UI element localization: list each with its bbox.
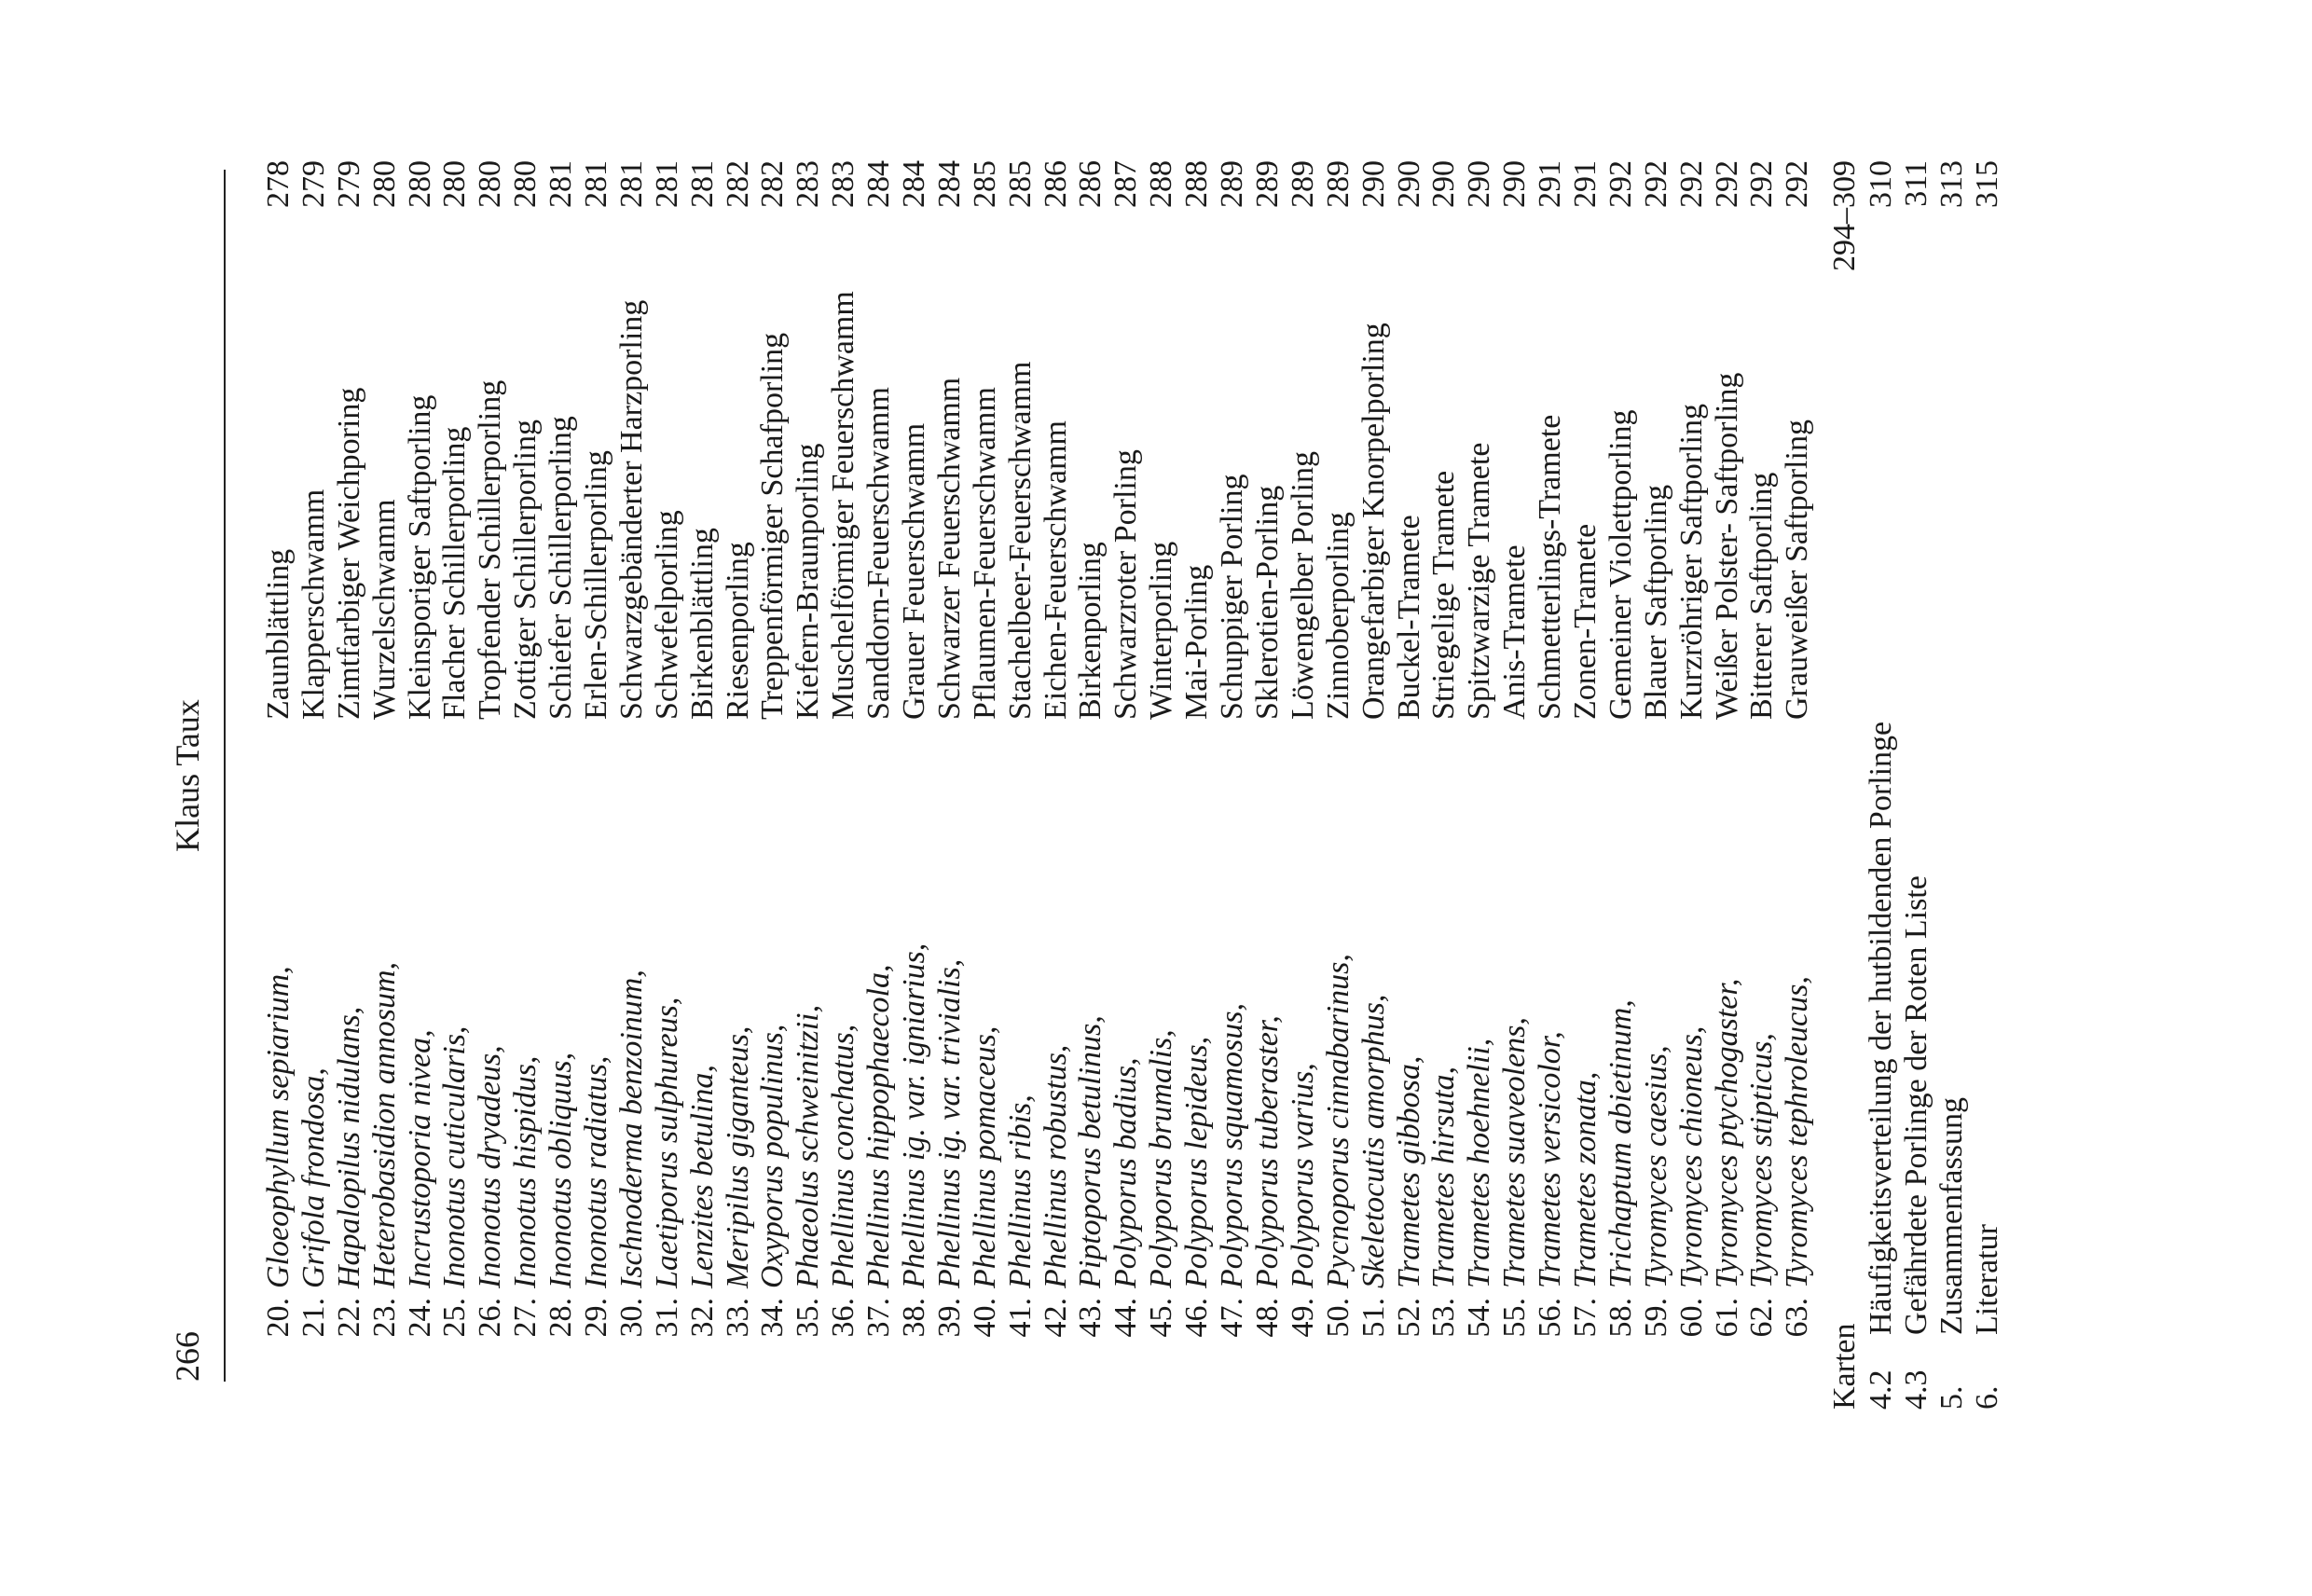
page-reference: 284 <box>897 160 932 208</box>
toc-species-row <box>1426 160 1462 1363</box>
species-number: 36. <box>826 1298 861 1338</box>
page-reference: 285 <box>1002 160 1038 208</box>
german-name: Striegelige Tramete <box>1426 470 1462 720</box>
page-reference: 288 <box>1179 160 1215 208</box>
scientific-name: Tyromyces ptychogaster, <box>1709 978 1744 1288</box>
german-name: Zottiger Schillerporling <box>508 420 544 720</box>
scientific-name: Incrustoporia nivea, <box>402 1029 437 1288</box>
toc-species-row <box>1250 160 1286 1363</box>
toc-species-row <box>826 160 861 1363</box>
scientific-name: Trametes hirsuta, <box>1426 1066 1462 1288</box>
page-reference: 285 <box>967 160 1002 208</box>
scientific-name: Tyromyces chioneus, <box>1673 1025 1709 1288</box>
section-number: 6. <box>1969 1385 2004 1410</box>
german-name: Wurzelschwamm <box>366 499 402 720</box>
toc-species-row <box>1073 160 1108 1363</box>
german-name: Schwarzroter Porling <box>1108 449 1144 720</box>
scientific-name: Trametes versicolor, <box>1533 1031 1568 1288</box>
scientific-name: Tyromyces caesius, <box>1638 1045 1673 1288</box>
page-reference: 281 <box>579 160 614 208</box>
german-name: Schiefer Schillerporling <box>544 416 579 720</box>
species-number: 46. <box>1179 1298 1215 1338</box>
section-title: Gefährdete Porlinge der Roten Liste <box>1899 875 1934 1335</box>
page-reference: 286 <box>1073 160 1108 208</box>
page-reference: 290 <box>1426 160 1462 208</box>
toc-species-row <box>897 160 932 1363</box>
scientific-name: Tyromyces stipticus, <box>1744 1033 1780 1288</box>
toc-species-row <box>1356 160 1392 1363</box>
german-name: Schwarzgebänderter Harzporling <box>613 299 649 720</box>
scientific-name: Tyromyces tephroleucus, <box>1780 976 1815 1288</box>
scientific-name: Phellinus pomaceus, <box>967 1025 1002 1288</box>
page-reference: 281 <box>544 160 579 208</box>
page-reference: 284 <box>931 160 967 208</box>
page-reference: 280 <box>437 160 473 208</box>
species-number: 61. <box>1709 1298 1744 1338</box>
scientific-name: Trametes hoehnelii, <box>1462 1038 1497 1288</box>
section-number: 5. <box>1934 1385 1969 1410</box>
german-name: Treppenförmiger Schafporling <box>755 332 791 720</box>
page-reference: 286 <box>1038 160 1073 208</box>
page-number: 266 <box>169 1331 206 1382</box>
page-reference: 291 <box>1533 160 1568 208</box>
scientific-name: Ischnoderma benzoinum, <box>613 970 649 1288</box>
german-name: Schmetterlings-Tramete <box>1533 414 1568 720</box>
toc-species-row <box>968 160 1003 1363</box>
scientific-name: Lenzites betulina, <box>684 1065 720 1288</box>
species-number: 55. <box>1497 1298 1533 1338</box>
page-reference: 287 <box>1108 160 1144 208</box>
species-number: 43. <box>1073 1298 1108 1338</box>
scientific-name: Trichaptum abietinum, <box>1603 999 1638 1288</box>
scientific-name: Polyporus badius, <box>1108 1057 1144 1288</box>
page-reference: 311 <box>1899 160 1934 207</box>
german-name: Winterporling <box>1144 541 1179 720</box>
scientific-name: Polyporus lepideus, <box>1179 1036 1215 1288</box>
toc-species-row <box>1392 160 1427 1363</box>
species-number: 47. <box>1215 1298 1250 1338</box>
species-number: 48. <box>1249 1298 1285 1338</box>
page-reference: 281 <box>649 160 684 208</box>
toc-species-row <box>1710 160 1745 1363</box>
page-reference: 281 <box>613 160 649 208</box>
section-title: Häufigkeitsverteilung der hutbildenden Porlinge <box>1864 721 1899 1335</box>
page-reference: 289 <box>1249 160 1285 208</box>
species-number: 42. <box>1038 1298 1073 1338</box>
page-reference: 292 <box>1780 160 1815 208</box>
german-name: Weißer Polster- Saftporling <box>1709 372 1744 720</box>
maps-page-range: 294–309 <box>1827 160 1863 271</box>
section-title: Zusammenfassung <box>1934 1097 1969 1335</box>
page-reference: 292 <box>1603 160 1638 208</box>
german-name: Gemeiner Violettporling <box>1603 409 1638 720</box>
page-reference: 292 <box>1673 160 1709 208</box>
page-reference: 290 <box>1391 160 1426 208</box>
page-reference: 290 <box>1462 160 1497 208</box>
toc-species-row <box>1674 160 1710 1363</box>
toc-species-row <box>473 160 508 1363</box>
species-number: 63. <box>1780 1298 1815 1338</box>
section-number: 4.2 <box>1864 1369 1899 1410</box>
toc-species-row <box>1321 160 1356 1363</box>
page-reference: 279 <box>296 160 331 208</box>
german-name: Blauer Saftporling <box>1638 484 1673 720</box>
species-number: 37. <box>861 1298 897 1338</box>
section-list <box>1864 160 2005 1410</box>
page-reference: 280 <box>473 160 508 208</box>
toc-species-row <box>1179 160 1215 1363</box>
species-number: 53. <box>1426 1298 1462 1338</box>
page-reference: 283 <box>826 160 861 208</box>
species-number: 58. <box>1603 1298 1638 1338</box>
page-reference: 280 <box>402 160 437 208</box>
page-reference: 288 <box>1144 160 1179 208</box>
scientific-name: Inonotus radiatus, <box>579 1055 614 1288</box>
toc-section-row <box>1899 160 1934 1410</box>
species-number: 35. <box>791 1298 826 1338</box>
german-name: Riesenporling <box>720 542 755 720</box>
species-number: 31. <box>649 1298 684 1338</box>
toc-section-row <box>1864 160 1899 1410</box>
scientific-name: Trametes zonata, <box>1567 1071 1603 1288</box>
scientific-name: Polyporus brumalis, <box>1144 1029 1179 1288</box>
species-number: 25. <box>437 1298 473 1338</box>
toc-species-row <box>1286 160 1321 1363</box>
page-reference: 282 <box>755 160 791 208</box>
toc-species-row <box>1462 160 1497 1363</box>
running-title: Klaus Taux <box>169 699 206 852</box>
toc-species-row <box>1039 160 1074 1363</box>
german-name: Tropfender Schillerporling <box>473 379 508 720</box>
page-reference: 279 <box>331 160 366 208</box>
german-name: Birkenblättling <box>684 528 720 720</box>
species-number: 27. <box>508 1298 544 1338</box>
toc-species-row <box>1780 160 1815 1363</box>
toc-species-row <box>650 160 685 1363</box>
german-name: Sanddorn-Feuerschwamm <box>861 387 897 720</box>
toc-species-row <box>1603 160 1639 1363</box>
german-name: Bitterer Saftporling <box>1744 472 1780 720</box>
german-name: Kiefern-Braunporling <box>791 443 826 720</box>
species-number: 23. <box>366 1298 402 1338</box>
scientific-name: Trametes suaveolens, <box>1497 1017 1533 1288</box>
scientific-name: Inonotus cuticularis, <box>437 1025 473 1288</box>
species-number: 38. <box>897 1298 932 1338</box>
german-name: Löwengelber Porling <box>1285 451 1320 720</box>
toc-species-row <box>1568 160 1603 1363</box>
toc-species-row <box>1639 160 1674 1363</box>
species-number: 33. <box>720 1298 755 1338</box>
toc-species-row <box>579 160 614 1363</box>
scientific-name: Phellinus hippophaecola, <box>861 964 897 1288</box>
maps-label: Karten <box>1827 1323 1863 1410</box>
toc-species-row <box>932 160 968 1363</box>
page-header <box>158 170 226 1382</box>
page-reference: 280 <box>366 160 402 208</box>
scientific-name: Polyporus squamosus, <box>1215 1002 1250 1288</box>
page-reference: 289 <box>1320 160 1356 208</box>
scientific-name: Inonotus dryadeus, <box>473 1045 508 1288</box>
toc-species-row <box>332 160 367 1363</box>
page-reference: 282 <box>720 160 755 208</box>
scientific-name: Polyporus tuberaster, <box>1249 1015 1285 1288</box>
german-name: Schuppiger Porling <box>1215 474 1250 720</box>
german-name: Birkenporling <box>1073 542 1108 720</box>
page-reference: 291 <box>1567 160 1603 208</box>
page-reference: 313 <box>1934 160 1969 208</box>
scientific-name: Hapalopilus nidulans, <box>331 1006 366 1288</box>
page-reference: 289 <box>1215 160 1250 208</box>
species-number: 44. <box>1108 1298 1144 1338</box>
toc-section-row <box>1934 160 1970 1410</box>
toc-species-row <box>791 160 826 1363</box>
page-reference: 292 <box>1709 160 1744 208</box>
toc-species-row <box>1744 160 1780 1363</box>
species-list <box>261 160 1815 1363</box>
toc-species-row <box>1215 160 1250 1363</box>
toc-section-row <box>1969 160 2005 1410</box>
scientific-name: Phellinus ribis, <box>1002 1094 1038 1288</box>
german-name: Schwarzer Feuerschwamm <box>931 377 967 720</box>
toc-species-row <box>614 160 650 1363</box>
scientific-name: Polyporus varius, <box>1285 1063 1320 1288</box>
species-number: 50. <box>1320 1298 1356 1338</box>
scientific-name: Grifola frondosa, <box>296 1067 331 1288</box>
section-number: 4.3 <box>1899 1369 1934 1410</box>
german-name: Sklerotien-Porling <box>1249 485 1285 720</box>
toc-species-row <box>1497 160 1533 1363</box>
species-number: 26. <box>473 1298 508 1338</box>
german-name: Grauweißer Saftporling <box>1780 420 1815 720</box>
page-reference: 290 <box>1356 160 1391 208</box>
german-name: Schwefelporling <box>649 510 684 720</box>
scientific-name: Laetiporus sulphureus, <box>649 997 684 1288</box>
page-reference: 310 <box>1864 160 1899 208</box>
page-reference: 280 <box>508 160 544 208</box>
species-number: 52. <box>1391 1298 1426 1338</box>
page-reference: 292 <box>1638 160 1673 208</box>
german-name: Zonen-Tramete <box>1567 523 1603 720</box>
scientific-name: Pycnoporus cinnabarinus, <box>1320 954 1356 1288</box>
toc-species-row <box>755 160 791 1363</box>
toc-species-row <box>721 160 756 1363</box>
german-name: Eichen-Feuerschwamm <box>1038 420 1073 720</box>
scientific-name: Meripilus giganteus, <box>720 1025 755 1288</box>
scientific-name: Phellinus ig. var. igniarius, <box>897 942 932 1288</box>
species-number: 39. <box>931 1298 967 1338</box>
species-number: 30. <box>613 1298 649 1338</box>
page-reference: 315 <box>1969 160 2004 208</box>
toc-species-row <box>437 160 473 1363</box>
scientific-name: Inonotus obliquus, <box>544 1052 579 1288</box>
toc-species-row <box>544 160 579 1363</box>
german-name: Muschelförmiger Feuerschwamm <box>826 291 861 720</box>
species-number: 24. <box>402 1298 437 1338</box>
species-number: 21. <box>296 1298 331 1338</box>
toc-species-row <box>1144 160 1179 1363</box>
page-reference: 292 <box>1744 160 1780 208</box>
toc-species-row <box>1533 160 1568 1363</box>
scientific-name: Skeletocutis amorphus, <box>1356 994 1391 1288</box>
species-number: 51. <box>1356 1298 1391 1338</box>
german-name: Erlen-Schillerporling <box>579 450 614 720</box>
scientific-name: Phellinus robustus, <box>1038 1044 1073 1288</box>
species-number: 41. <box>1002 1298 1038 1338</box>
toc-species-row <box>685 160 721 1363</box>
species-number: 57. <box>1567 1298 1603 1338</box>
page-reference: 290 <box>1497 160 1533 208</box>
toc-species-row <box>508 160 544 1363</box>
scientific-name: Inonotus hispidus, <box>508 1055 544 1288</box>
toc-species-row <box>861 160 897 1363</box>
german-name: Spitzwarzige Tramete <box>1462 442 1497 720</box>
species-number: 29. <box>579 1298 614 1338</box>
toc-species-row <box>403 160 438 1363</box>
german-name: Buckel-Tramete <box>1391 515 1426 720</box>
toc-species-row <box>296 160 332 1363</box>
german-name: Kleinsporiger Saftporling <box>402 394 437 720</box>
german-name: Pflaumen-Feuerschwamm <box>967 387 1002 720</box>
page-reference: 284 <box>861 160 897 208</box>
toc-species-row <box>1003 160 1039 1363</box>
scientific-name: Heterobasidion annosum, <box>366 961 402 1288</box>
species-number: 54. <box>1462 1298 1497 1338</box>
species-number: 34. <box>755 1298 791 1338</box>
german-name: Klapperschwamm <box>296 488 331 720</box>
german-name: Zinnoberporling <box>1320 512 1356 720</box>
page-reference: 281 <box>684 160 720 208</box>
toc-species-row <box>367 160 403 1363</box>
species-number: 49. <box>1285 1298 1320 1338</box>
toc-species-row <box>1108 160 1144 1363</box>
species-number: 59. <box>1638 1298 1673 1338</box>
german-name: Mai-Porling <box>1179 564 1215 720</box>
species-number: 62. <box>1744 1298 1780 1338</box>
species-number: 32. <box>684 1298 720 1338</box>
toc-maps-entry <box>1826 160 1864 1410</box>
scientific-name: Trametes gibbosa, <box>1391 1055 1426 1288</box>
species-number: 45. <box>1144 1298 1179 1338</box>
section-title: Literatur <box>1969 1224 2004 1335</box>
scientific-name: Phellinus conchatus, <box>826 1024 861 1288</box>
species-number: 28. <box>544 1298 579 1338</box>
scientific-name: Phaeolus schweinitzii, <box>791 1004 826 1288</box>
german-name: Kurzröhriger Saftporling <box>1673 404 1709 720</box>
german-name: Zimtfarbiger Weichporing <box>331 387 366 720</box>
german-name: Anis-Tramete <box>1497 544 1533 720</box>
german-name: Grauer Feuerschwamm <box>897 422 932 720</box>
species-number: 40. <box>967 1298 1002 1338</box>
species-number: 22. <box>331 1298 366 1338</box>
page-reference: 289 <box>1285 160 1320 208</box>
scientific-name: Oxyporus populinus, <box>755 1024 791 1288</box>
scientific-name: Gloeophyllum sepiarium, <box>261 966 296 1288</box>
german-name: Stachelbeer-Feuerschwamm <box>1002 361 1038 720</box>
species-number: 56. <box>1533 1298 1568 1338</box>
table-of-contents <box>261 160 2005 1410</box>
species-number: 20. <box>261 1298 296 1338</box>
german-name: Orangefarbiger Knorpelporling <box>1356 323 1391 720</box>
scientific-name: Piptoporus betulinus, <box>1073 1015 1108 1288</box>
german-name: Zaunblättling <box>261 548 296 720</box>
toc-species-row <box>261 160 296 1363</box>
german-name: Flacher Schillerporling <box>437 426 473 720</box>
page-reference: 283 <box>791 160 826 208</box>
scientific-name: Phellinus ig. var. trivialis, <box>931 958 967 1288</box>
species-number: 60. <box>1673 1298 1709 1338</box>
page-reference: 278 <box>261 160 296 208</box>
